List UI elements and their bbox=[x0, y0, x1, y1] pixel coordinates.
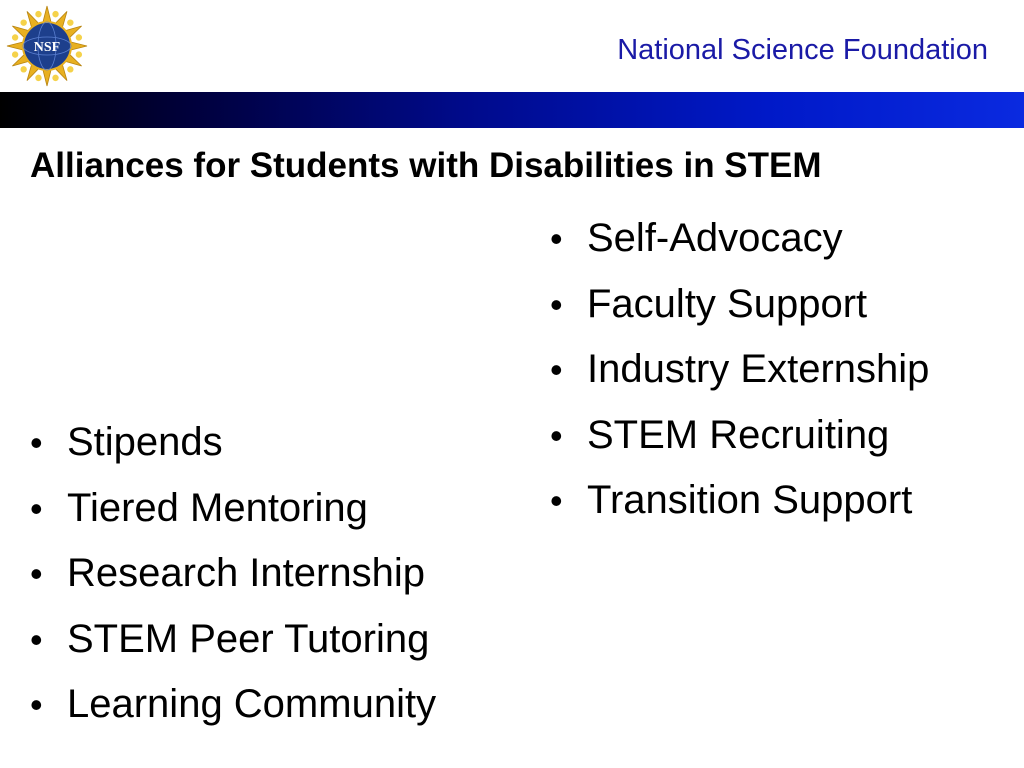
bullet-item bbox=[550, 478, 929, 544]
bullet-icon: • bbox=[30, 618, 43, 660]
bullet-item bbox=[30, 551, 436, 617]
header-band bbox=[0, 92, 1024, 128]
bullet-text: STEM Peer Tutoring bbox=[67, 616, 430, 661]
bullet-icon: • bbox=[30, 487, 43, 529]
left-bullet-list bbox=[30, 420, 436, 748]
bullet-text: Industry Externship bbox=[587, 347, 930, 391]
bullet-text: Faculty Support bbox=[587, 281, 868, 326]
bullet-item bbox=[30, 617, 436, 683]
bullet-text: STEM Recruiting bbox=[587, 412, 890, 457]
bullet-icon: • bbox=[550, 218, 563, 259]
bullet-item bbox=[30, 682, 436, 748]
bullet-icon: • bbox=[550, 349, 563, 390]
bullet-text: Learning Community bbox=[67, 682, 437, 726]
bullet-icon: • bbox=[30, 422, 43, 463]
bullet-item bbox=[30, 486, 436, 552]
bullet-item bbox=[30, 420, 436, 486]
bullet-icon: • bbox=[550, 414, 563, 456]
bullet-icon: • bbox=[30, 553, 43, 594]
bullet-text: Transition Support bbox=[587, 478, 913, 522]
organization-name: National Science Foundation bbox=[617, 34, 988, 66]
right-bullet-list bbox=[550, 216, 929, 544]
bullet-icon: • bbox=[550, 480, 563, 521]
bullet-text: Tiered Mentoring bbox=[67, 485, 368, 530]
bullet-text: Stipends bbox=[67, 420, 223, 464]
bullet-text: Research Internship bbox=[67, 551, 425, 595]
bullet-icon: • bbox=[30, 684, 43, 725]
nsf-logo bbox=[6, 5, 88, 87]
bullet-icon: • bbox=[550, 283, 563, 325]
bullet-item bbox=[550, 282, 929, 348]
bullet-item bbox=[550, 413, 929, 479]
bullet-item bbox=[550, 216, 929, 282]
logo-text: NSF bbox=[33, 40, 61, 55]
bullet-text: Self-Advocacy bbox=[587, 216, 843, 260]
bullet-item bbox=[550, 347, 929, 413]
slide-title: Alliances for Students with Disabilities in STEM bbox=[30, 146, 822, 185]
